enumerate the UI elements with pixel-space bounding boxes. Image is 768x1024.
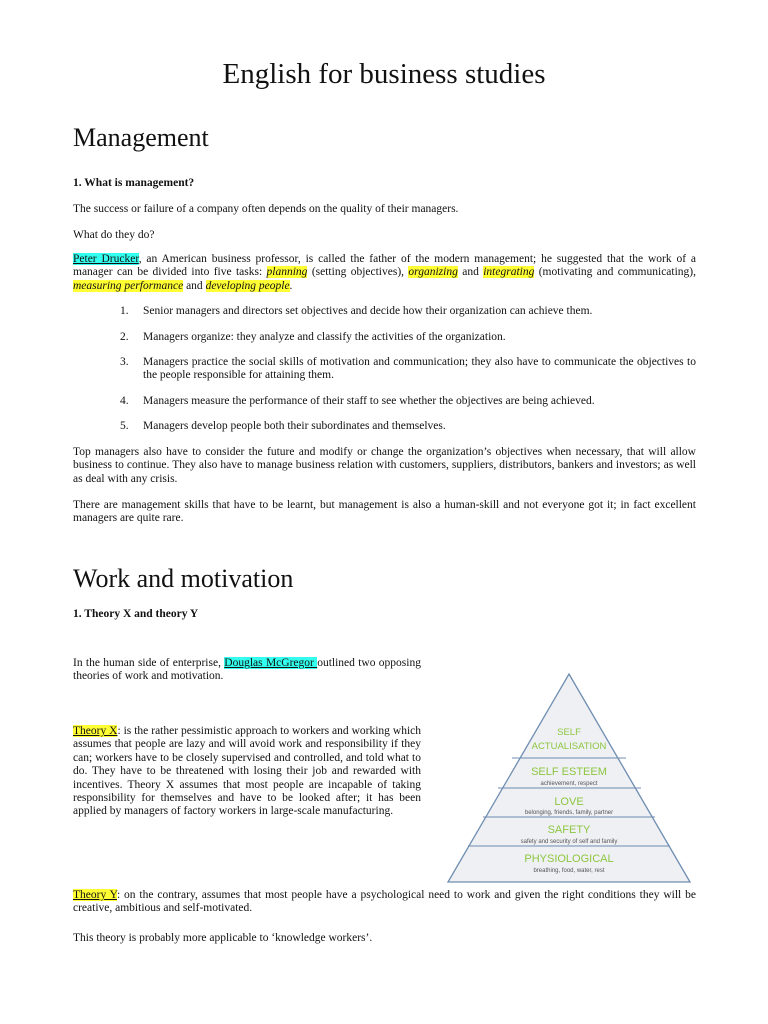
section-heading-work-motivation: Work and motivation bbox=[73, 564, 294, 593]
paragraph-success: The success or failure of a company often depends on the quality of their managers. bbox=[73, 203, 459, 215]
theory-x-label: Theory X bbox=[73, 725, 118, 737]
paragraph-drucker bbox=[73, 253, 696, 293]
list-item-number: 4. bbox=[120, 395, 129, 407]
paragraph-what-do-they-do: What do they do? bbox=[73, 229, 155, 241]
drucker-link[interactable]: Peter Drucker bbox=[73, 253, 139, 265]
paragraph-theory-x bbox=[73, 725, 421, 819]
level-self-actualisation-title-2: ACTUALISATION bbox=[531, 741, 607, 752]
question-heading-what-is-management: 1. What is management? bbox=[73, 177, 195, 189]
level-self-esteem-sub: achievement, respect bbox=[540, 781, 598, 787]
list-item-text: Managers develop people both their subordinates and themselves. bbox=[143, 420, 446, 432]
drucker-text-f: . bbox=[289, 279, 293, 292]
question-heading-theory-x-y: 1. Theory X and theory Y bbox=[73, 608, 199, 620]
level-love-title: LOVE bbox=[554, 796, 584, 808]
task-planning: planning bbox=[266, 266, 308, 279]
list-item-text: Managers measure the performance of their staff to see whether the objectives are being achieved. bbox=[143, 395, 595, 407]
level-safety-title: SAFETY bbox=[547, 824, 591, 836]
list-item-number: 2. bbox=[120, 331, 129, 343]
paragraph-theory-y bbox=[73, 889, 696, 916]
document-title: English for business studies bbox=[222, 58, 546, 90]
mcgregor-link[interactable]: Douglas McGregor bbox=[224, 657, 318, 669]
level-love-sub: belonging, friends, family, partner bbox=[524, 810, 614, 816]
paragraph-top-managers: Top managers also have to consider the future and modify or change the organization’s objectives when necessary, that will allow business to continue. They also have to manage business relation with customers, suppliers, distributors, bankers and investors; as well as deal with any crisis. bbox=[73, 446, 696, 485]
task-organizing: organizing bbox=[408, 266, 458, 279]
drucker-text-e: and bbox=[183, 279, 206, 292]
task-developing: developing people bbox=[205, 279, 290, 292]
level-self-actualisation-title-1: SELF bbox=[557, 727, 581, 738]
mcgregor-intro-a: In the human side of enterprise, bbox=[73, 657, 225, 669]
list-item-text: Senior managers and directors set objectives and decide how their organization can achieve them. bbox=[143, 305, 593, 317]
level-safety-sub: safety and security of self and family bbox=[520, 839, 618, 845]
level-self-esteem-title: SELF ESTEEM bbox=[531, 766, 607, 778]
mcgregor-intro-b: outlined two opposing theories of work and motivation. bbox=[73, 657, 421, 683]
theory-y-text: : on the contrary, assumes that most people have a psychological need to work and given the right conditions they will be creative, ambitious and self-motivated. bbox=[73, 889, 696, 915]
task-measuring: measuring performance bbox=[73, 279, 184, 292]
list-item-number: 5. bbox=[120, 420, 129, 432]
drucker-text-b: (setting objectives), bbox=[307, 266, 409, 279]
drucker-text-d: (motivating and communicating), bbox=[534, 266, 696, 279]
theory-y-label: Theory Y bbox=[73, 889, 117, 901]
task-integrating: integrating bbox=[483, 266, 535, 279]
paragraph-knowledge-workers: This theory is probably more applicable to ‘knowledge workers’. bbox=[73, 932, 373, 944]
section-heading-management: Management bbox=[73, 123, 209, 152]
paragraph-mcgregor bbox=[73, 657, 421, 684]
drucker-text-c: and bbox=[457, 266, 484, 279]
pyramid-outline bbox=[448, 674, 690, 882]
list-item-text: Managers organize: they analyze and classify the activities of the organization. bbox=[143, 331, 506, 343]
level-physiological-title: PHYSIOLOGICAL bbox=[524, 853, 614, 865]
list-item-text: Managers practice the social skills of motivation and communication; they also have to communicate the objectives to the people responsible for attaining them. bbox=[143, 356, 696, 382]
maslow-pyramid-diagram bbox=[446, 672, 692, 884]
drucker-text-a: , an American business professor, is called the father of the modern management; he suggested that the work of a manager can be divided into five tasks: bbox=[73, 253, 696, 279]
list-item-number: 1. bbox=[120, 305, 129, 317]
theory-x-text: : is the rather pessimistic approach to workers and working which assumes that people are lazy and will avoid work and responsibility if they can; workers have to be closely supervised and controlled, and told what to do. They have to be threatened with losing their job and rewarded with incentives. Theory X assumes that most people are incapable of taking responsibility for themselves and have to be looked after; it has been applied by managers of factory workers in large-scale manufacturing. bbox=[73, 725, 421, 818]
list-item-number: 3. bbox=[120, 356, 129, 368]
level-physiological-sub: breathing, food, water, rest bbox=[533, 868, 605, 874]
paragraph-management-skills: There are management skills that have to be learnt, but management is also a human-skill and not everyone got it; in fact excellent managers are quite rare. bbox=[73, 499, 696, 525]
